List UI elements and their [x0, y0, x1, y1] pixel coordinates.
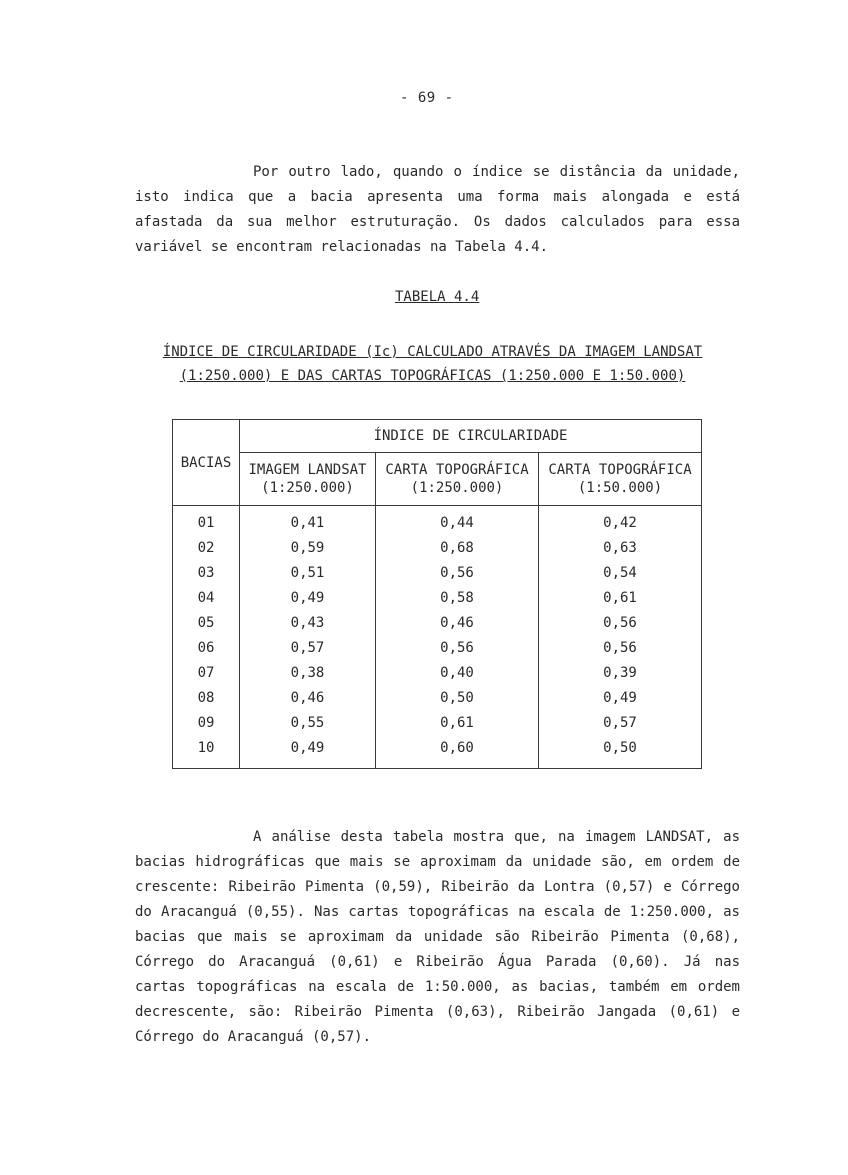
cell-carta50: 0,42	[539, 506, 702, 536]
cell-bacia: 06	[173, 635, 240, 660]
header-imagem-landsat	[240, 453, 376, 506]
cell-carta50: 0,49	[539, 685, 702, 710]
cell-landsat: 0,41	[240, 506, 376, 536]
table-row	[173, 685, 702, 710]
cell-carta50: 0,54	[539, 560, 702, 585]
cell-carta50: 0,63	[539, 535, 702, 560]
header-imagem-landsat-scale: (1:250.000)	[261, 480, 354, 496]
header-carta-50-scale: (1:50.000)	[577, 480, 663, 496]
header-imagem-landsat-name: IMAGEM LANDSAT	[248, 462, 367, 478]
circularity-table	[172, 419, 702, 769]
cell-landsat: 0,59	[240, 535, 376, 560]
header-carta-250-scale: (1:250.000)	[410, 480, 504, 496]
header-carta-50	[539, 453, 702, 506]
cell-bacia: 05	[173, 610, 240, 635]
cell-carta250: 0,68	[376, 535, 539, 560]
table-caption-line1: ÍNDICE DE CIRCULARIDADE (Ic) CALCULADO ATRAVÉS DA IMAGEM LANDSAT	[162, 344, 703, 360]
header-indice-circularidade: ÍNDICE DE CIRCULARIDADE	[240, 420, 702, 453]
cell-bacia: 03	[173, 560, 240, 585]
cell-carta50: 0,56	[539, 635, 702, 660]
cell-carta250: 0,56	[376, 635, 539, 660]
cell-bacia: 02	[173, 535, 240, 560]
cell-landsat: 0,46	[240, 685, 376, 710]
cell-bacia: 08	[173, 685, 240, 710]
cell-bacia: 09	[173, 710, 240, 735]
cell-carta250: 0,50	[376, 685, 539, 710]
cell-landsat: 0,49	[240, 585, 376, 610]
header-bacias: BACIAS	[173, 420, 240, 506]
header-carta-250-name: CARTA TOPOGRÁFICA	[385, 462, 529, 478]
cell-carta50: 0,61	[539, 585, 702, 610]
cell-carta250: 0,60	[376, 735, 539, 769]
table-caption-line2: (1:250.000) E DAS CARTAS TOPOGRÁFICAS (1:250.000 E 1:50.000)	[179, 368, 686, 384]
cell-landsat: 0,57	[240, 635, 376, 660]
cell-bacia: 04	[173, 585, 240, 610]
cell-landsat: 0,51	[240, 560, 376, 585]
table-row	[173, 535, 702, 560]
cell-carta250: 0,61	[376, 710, 539, 735]
paragraph-analysis	[135, 825, 740, 1050]
cell-carta250: 0,40	[376, 660, 539, 685]
table-row	[173, 560, 702, 585]
table-row	[173, 710, 702, 735]
cell-bacia: 07	[173, 660, 240, 685]
cell-carta250: 0,44	[376, 506, 539, 536]
cell-landsat: 0,43	[240, 610, 376, 635]
cell-landsat: 0,49	[240, 735, 376, 769]
table-row	[173, 635, 702, 660]
table-row	[173, 506, 702, 536]
cell-carta50: 0,56	[539, 610, 702, 635]
table-row	[173, 735, 702, 769]
cell-landsat: 0,55	[240, 710, 376, 735]
cell-bacia: 10	[173, 735, 240, 769]
cell-carta50: 0,39	[539, 660, 702, 685]
header-carta-250	[376, 453, 539, 506]
cell-bacia: 01	[173, 506, 240, 536]
page-number: - 69 -	[400, 90, 454, 106]
table-row	[173, 610, 702, 635]
paragraph-analysis-text: A análise desta tabela mostra que, na imagem LANDSAT, as bacias hidrográficas que mais se aproximam da unidade são, em ordem de crescente: Ribeirão Pimenta (0,59), Ribeirão da Lontra (0,57) e Córrego do Aracanguá (0,55). Nas cartas topográficas na escala de 1:250.000, as bacias que mais se aproximam da unidade são Ribeirão Pimenta (0,68), Córrego do Aracanguá (0,61) e Ribeirão Água Parada (0,60). Já nas cartas topográficas na escala de 1:50.000, as bacias, também em ordem decrescente, são: Ribeirão Pimenta (0,63), Ribeirão Jangada (0,61) e Córrego do Aracanguá (0,57).	[135, 829, 740, 1045]
paragraph-intro-text: Por outro lado, quando o índice se distância da unidade, isto indica que a bacia apresenta uma forma mais alongada e está afastada da sua melhor estruturação. Os dados calculados para essa variável se encontram relacionadas na Tabela 4.4.	[135, 164, 740, 255]
table-row	[173, 585, 702, 610]
cell-landsat: 0,38	[240, 660, 376, 685]
cell-carta250: 0,58	[376, 585, 539, 610]
cell-carta250: 0,46	[376, 610, 539, 635]
table-row	[173, 660, 702, 685]
header-carta-50-name: CARTA TOPOGRÁFICA	[548, 462, 692, 478]
cell-carta50: 0,50	[539, 735, 702, 769]
paragraph-intro	[135, 160, 740, 260]
cell-carta250: 0,56	[376, 560, 539, 585]
cell-carta50: 0,57	[539, 710, 702, 735]
table-caption	[140, 340, 725, 388]
table-label: TABELA 4.4	[395, 289, 480, 305]
